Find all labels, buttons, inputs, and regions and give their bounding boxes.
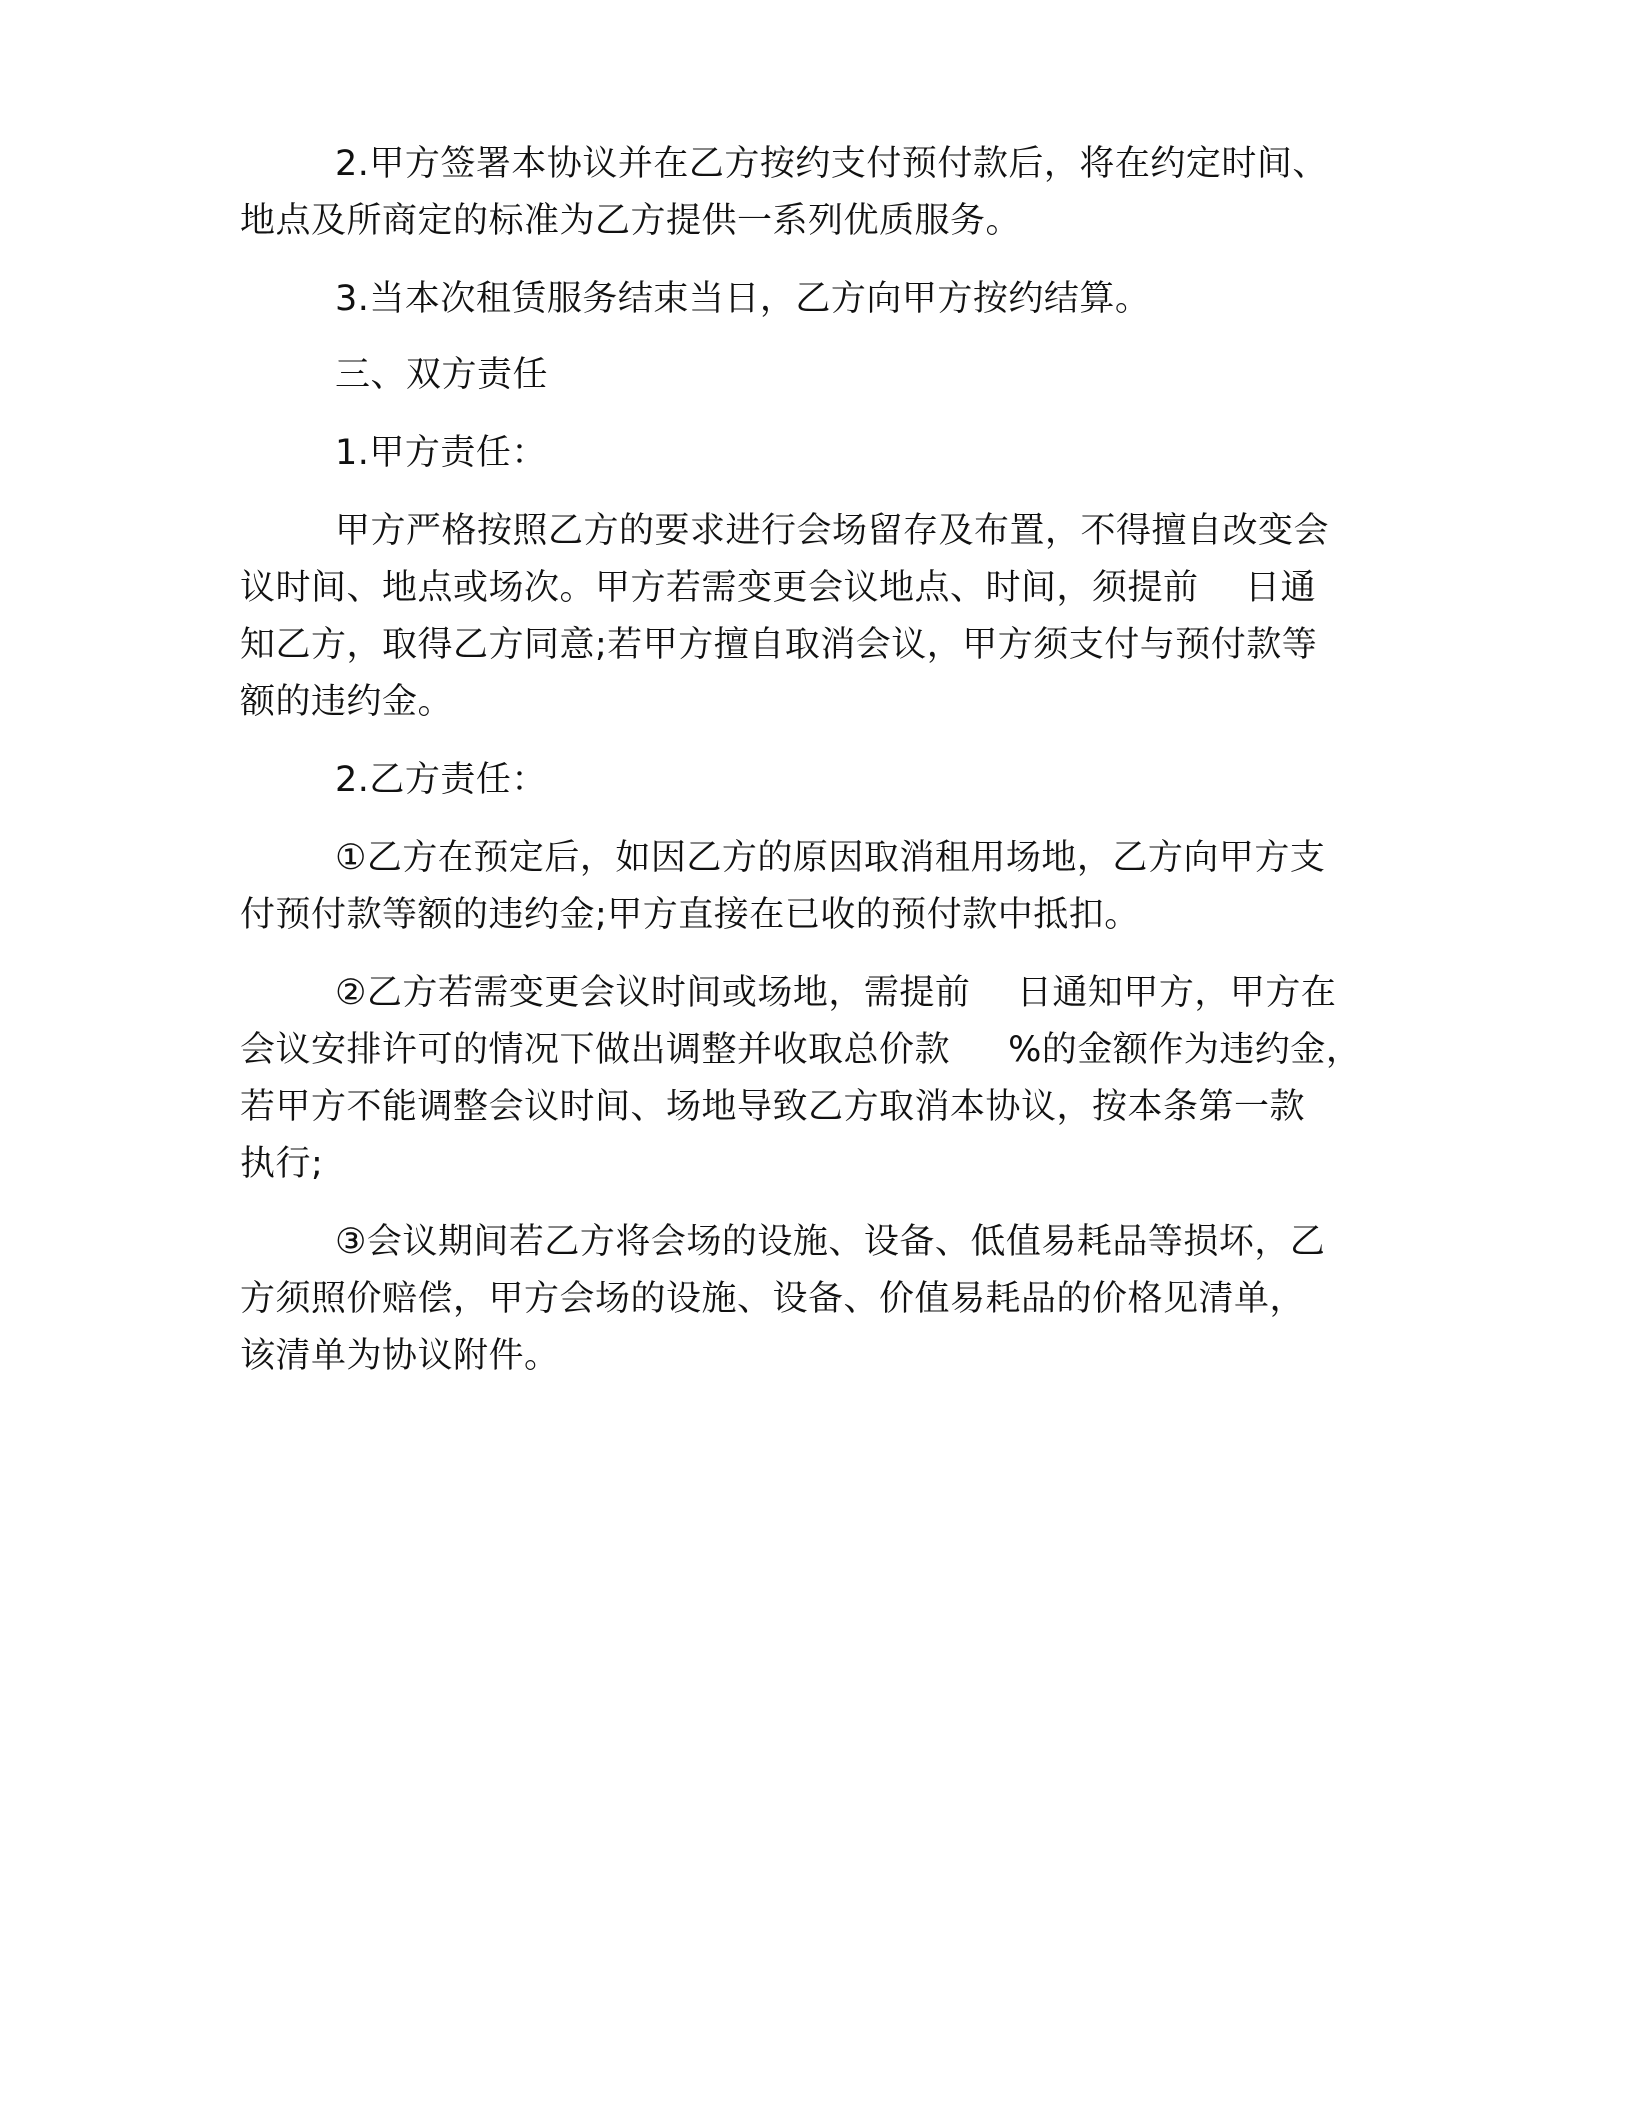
- paragraph-line: 该清单为协议附件。: [240, 1336, 560, 1376]
- paragraph-line: 地点及所商定的标准为乙方提供一系列优质服务。: [240, 201, 1022, 241]
- subsection-heading: 2.乙方责任：: [335, 760, 547, 800]
- paragraph-line: 若甲方不能调整会议时间、场地导致乙方取消本协议，按本条第一款: [240, 1087, 1306, 1127]
- paragraph-line: 执行;: [240, 1144, 324, 1184]
- paragraph-line: 3.当本次租赁服务结束当日，乙方向甲方按约结算。: [335, 279, 1151, 319]
- paragraph-line: 额的违约金。: [240, 682, 454, 722]
- paragraph-line: ②乙方若需变更会议时间或场地，需提前 日通知甲方，甲方在: [335, 973, 1337, 1013]
- paragraph-line: ③会议期间若乙方将会场的设施、设备、低值易耗品等损坏，乙: [335, 1222, 1326, 1262]
- paragraph-line: ①乙方在预定后，如因乙方的原因取消租用场地，乙方向甲方支: [335, 838, 1326, 878]
- paragraph-line: 2.甲方签署本协议并在乙方按约支付预付款后，将在约定时间、: [335, 144, 1328, 184]
- subsection-heading: 1.甲方责任：: [335, 433, 547, 473]
- paragraph-line: 甲方严格按照乙方的要求进行会场留存及布置，不得擅自改变会: [335, 511, 1330, 551]
- section-heading: 三、双方责任: [335, 355, 549, 395]
- paragraph-line: 议时间、地点或场次。甲方若需变更会议地点、时间，须提前 日通: [240, 568, 1317, 608]
- paragraph-line: 会议安排许可的情况下做出调整并收取总价款 %的金额作为违约金，: [240, 1030, 1362, 1070]
- paragraph-line: 付预付款等额的违约金;甲方直接在已收的预付款中抵扣。: [240, 895, 1140, 935]
- paragraph-line: 方须照价赔偿，甲方会场的设施、设备、价值易耗品的价格见清单，: [240, 1279, 1306, 1319]
- paragraph-line: 知乙方，取得乙方同意;若甲方擅自取消会议，甲方须支付与预付款等: [240, 625, 1318, 665]
